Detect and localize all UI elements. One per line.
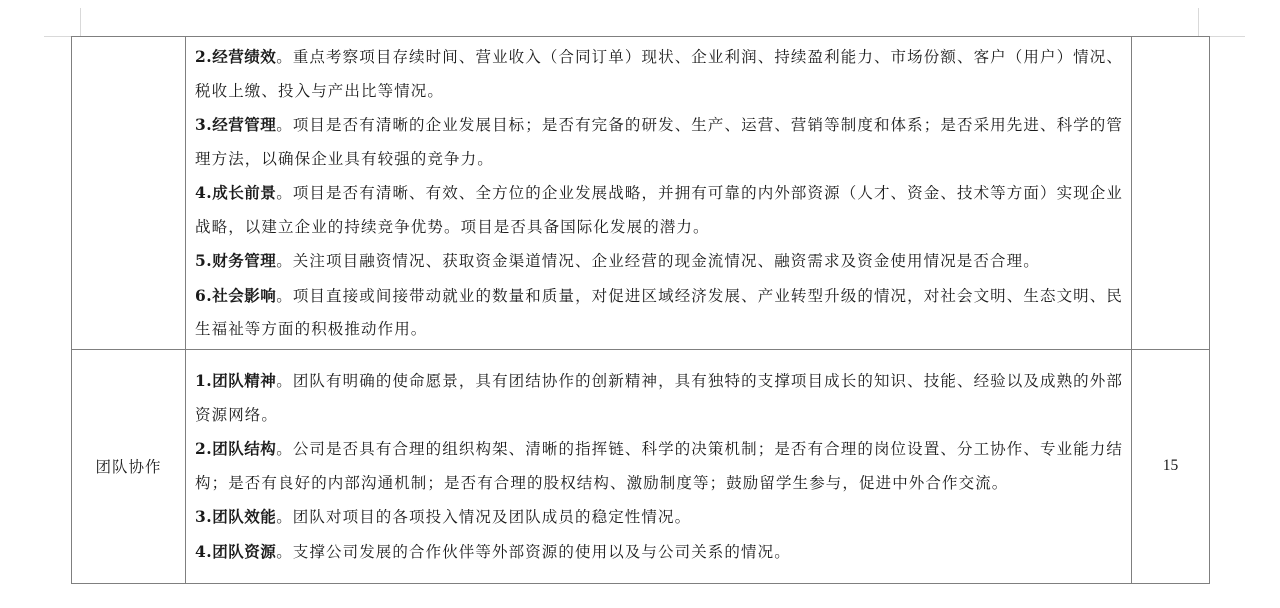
list-item <box>195 244 1123 279</box>
item-number: 2. <box>195 47 213 66</box>
category-cell: 团队协作 <box>72 349 186 583</box>
item-number: 6. <box>195 285 213 305</box>
criteria-cell <box>186 37 1132 350</box>
item-number: 4. <box>195 541 213 561</box>
list-item <box>195 40 1123 108</box>
list-item <box>195 108 1123 176</box>
item-text: 。团队对项目的各项投入情况及团队成员的稳定性情况。 <box>276 508 692 526</box>
list-item <box>195 364 1123 432</box>
item-text: 。团队有明确的使命愿景，具有团结协作的创新精神，具有独特的支撑项目成长的知识、技能、经验以及成熟的外部资源网络。 <box>195 372 1123 424</box>
item-number: 3. <box>195 507 213 526</box>
item-text: 。项目是否有清晰、有效、全方位的企业发展战略，并拥有可靠的内外部资源（人才、资金、技术等方面）实现企业战略，以建立企业的持续竞争优势。项目是否具备国际化发展的潜力。 <box>195 184 1123 236</box>
table-row <box>72 37 1210 350</box>
item-text: 。公司是否具有合理的组织构架、清晰的指挥链、科学的决策机制；是否有合理的岗位设置、分工协作、专业能力结构；是否有良好的内部沟通机制；是否有合理的股权结构、激励制度等；鼓励留学生参与，促进中外合作交流。 <box>195 440 1123 492</box>
item-title: 团队结构 <box>212 439 277 458</box>
table-row <box>72 349 1210 583</box>
item-title: 团队资源 <box>212 541 277 561</box>
category-cell <box>72 37 186 350</box>
item-text: 。项目是否有清晰的企业发展目标；是否有完备的研发、生产、运营、营销等制度和体系；是否采用先进、科学的管理方法，以确保企业具有较强的竞争力。 <box>195 116 1123 168</box>
item-number: 5. <box>195 251 213 270</box>
criteria-cell <box>186 349 1132 583</box>
page-corner-mark-right <box>1198 8 1199 36</box>
item-number: 4. <box>195 183 213 202</box>
list-item <box>195 535 1123 570</box>
page-margin-guide-right <box>1209 36 1245 37</box>
list-item <box>195 500 1123 535</box>
item-title: 经营管理 <box>212 115 277 134</box>
item-text: 。关注项目融资情况、获取资金渠道情况、企业经营的现金流情况、融资需求及资金使用情况是否合理。 <box>276 252 1040 270</box>
score-cell <box>1132 37 1210 350</box>
item-text: 。支撑公司发展的合作伙伴等外部资源的使用以及与公司关系的情况。 <box>276 542 791 561</box>
item-number: 3. <box>195 115 213 134</box>
item-title: 经营绩效 <box>212 47 277 66</box>
item-title: 团队精神 <box>212 371 277 390</box>
item-number: 1. <box>195 371 213 390</box>
item-text: 。项目直接或间接带动就业的数量和质量，对促进区域经济发展、产业转型升级的情况，对社会文明、生态文明、民生福祉等方面的积极推动作用。 <box>195 286 1123 338</box>
item-text: 。重点考察项目存续时间、营业收入（合同订单）现状、企业利润、持续盈利能力、市场份额、客户（用户）情况、税收上缴、投入与产出比等情况。 <box>195 48 1123 100</box>
item-title: 团队效能 <box>212 507 277 526</box>
page-corner-mark-left <box>80 8 81 36</box>
list-item <box>195 176 1123 244</box>
list-item <box>195 279 1123 347</box>
list-item <box>195 432 1123 500</box>
item-title: 社会影响 <box>212 285 277 305</box>
item-number: 2. <box>195 439 213 458</box>
item-title: 财务管理 <box>212 251 277 270</box>
score-cell: 15 <box>1132 349 1210 583</box>
criteria-table <box>71 36 1210 584</box>
item-title: 成长前景 <box>212 183 277 202</box>
